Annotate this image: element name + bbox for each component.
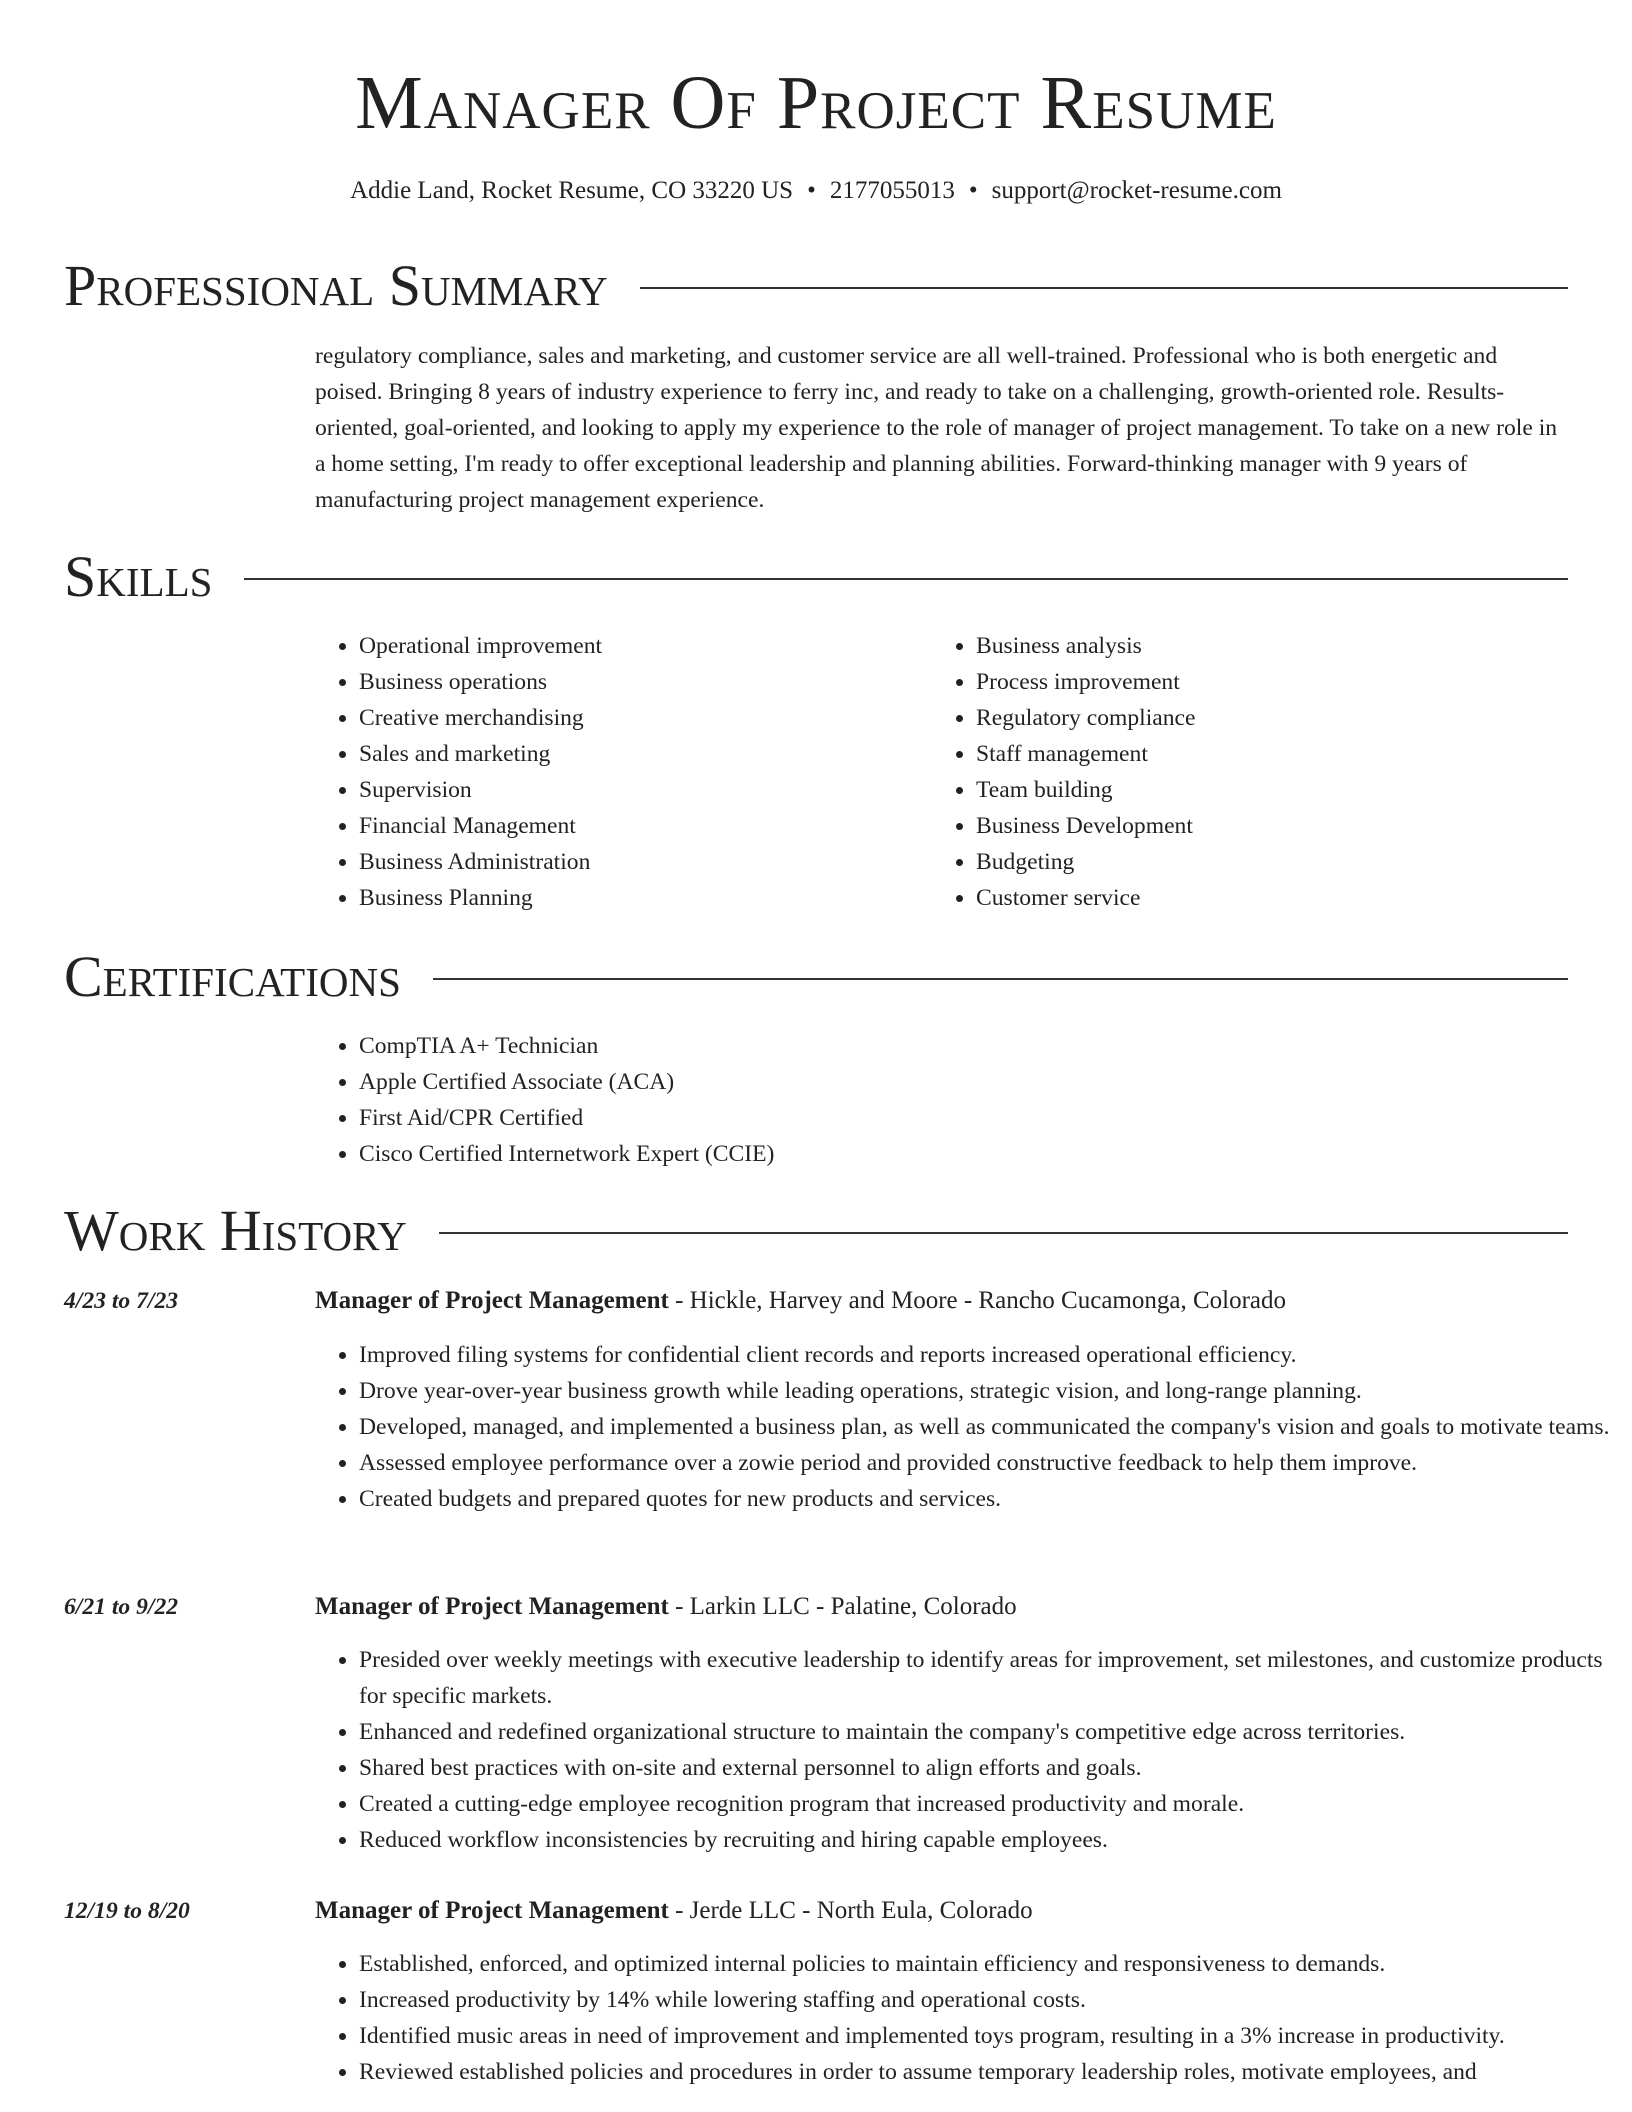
skill-item: • Creative merchandising	[359, 700, 939, 736]
summary-section-header	[64, 254, 1568, 318]
certification-item: • First Aid/CPR Certified	[359, 1100, 1612, 1136]
job-bullet: • Established, enforced, and optimized internal policies to maintain efficiency and responsiveness to demands.	[359, 1946, 1612, 1982]
skill-item: • Supervision	[359, 772, 939, 808]
job-dates: 4/23 to 7/23	[64, 1288, 179, 1314]
certifications-list	[315, 1028, 1612, 1172]
work-history-heading: Work History	[64, 1198, 407, 1263]
certification-item: • Apple Certified Associate (ACA)	[359, 1064, 1612, 1100]
skill-item: • Budgeting	[976, 844, 1576, 880]
skill-item: • Operational improvement	[359, 628, 939, 664]
job-bullet: • Developed, managed, and implemented a business plan, as well as communicated the company's vision and goals to motivate teams.	[359, 1409, 1612, 1445]
job-employer-location: - Jerde LLC - North Eula, Colorado	[668, 1897, 1033, 1924]
job-bullet: • Created a cutting-edge employee recognition program that increased productivity and morale.	[359, 1786, 1612, 1822]
job-bullet: • Increased productivity by 14% while lowering staffing and operational costs.	[359, 1982, 1612, 2018]
job-employer-location: - Hickle, Harvey and Moore - Rancho Cucamonga, Colorado	[668, 1287, 1287, 1314]
skill-item: • Customer service	[976, 880, 1576, 916]
job-title-line	[315, 1893, 1568, 1929]
skill-item: • Financial Management	[359, 808, 939, 844]
skills-heading: Skills	[64, 544, 213, 609]
job-bullet: • Identified music areas in need of improvement and implemented toys program, resulting in a 3% increase in productivity.	[359, 2018, 1612, 2054]
certifications-section-header	[64, 945, 1568, 1009]
certification-item: • Cisco Certified Internetwork Expert (CCIE)	[359, 1136, 1612, 1172]
section-divider	[439, 1232, 1568, 1234]
section-divider	[433, 978, 1568, 980]
job-bullet: • Reduced workflow inconsistencies by recruiting and hiring capable employees.	[359, 1822, 1612, 1858]
contact-phone: 2177055013	[829, 177, 955, 204]
skill-item: • Team building	[976, 772, 1576, 808]
summary-text: regulatory compliance, sales and marketing, and customer service are all well-trained. Professional who is both energetic and poised. Bringing 8 years of industry experience to ferry inc, and ready to take on a challenging, growth-oriented role. Results-oriented, goal-oriented, and looking to apply my experience to the role of manager of project management. To take on a new role in a home setting, I'm ready to offer exceptional leadership and planning abilities. Forward-thinking manager with 9 years of manufacturing project management experience.	[315, 343, 1558, 513]
job-bullets	[315, 1337, 1612, 1517]
contact-email: support@rocket-resume.com	[991, 177, 1282, 204]
skills-section-header	[64, 545, 1568, 609]
job-bullet: • Created budgets and prepared quotes for new products and services.	[359, 1481, 1612, 1517]
skill-item: • Business Development	[976, 808, 1576, 844]
summary-heading: Professional Summary	[64, 253, 608, 318]
job-bullet: • Enhanced and redefined organizational structure to maintain the company's competitive edge across territories.	[359, 1714, 1612, 1750]
job-bullet: • Presided over weekly meetings with executive leadership to identify areas for improvement, set milestones, and customize products for specific markets.	[359, 1642, 1612, 1714]
section-divider	[640, 287, 1568, 289]
skill-item: • Staff management	[976, 736, 1576, 772]
skill-item: • Business operations	[359, 664, 939, 700]
skill-item: • Regulatory compliance	[976, 700, 1576, 736]
contact-separator: •	[807, 177, 816, 204]
job-bullet: • Improved filing systems for confidential client records and reports increased operational efficiency.	[359, 1337, 1612, 1373]
job-role: Manager of Project Management	[315, 1897, 669, 1924]
contact-line	[0, 176, 1632, 206]
job-bullet: • Shared best practices with on-site and external personnel to align efforts and goals.	[359, 1750, 1612, 1786]
skill-item: • Business Planning	[359, 880, 939, 916]
job-role: Manager of Project Management	[315, 1287, 669, 1314]
certification-item: • CompTIA A+ Technician	[359, 1028, 1612, 1064]
job-dates: 6/21 to 9/22	[64, 1594, 179, 1620]
job-title-line	[315, 1283, 1568, 1319]
skill-item: • Process improvement	[976, 664, 1576, 700]
resume-title: Manager Of Project Resume	[355, 61, 1277, 145]
skill-item: • Business analysis	[976, 628, 1576, 664]
job-bullets	[315, 1946, 1612, 2090]
job-bullet: • Drove year-over-year business growth while leading operations, strategic vision, and long-range planning.	[359, 1373, 1612, 1409]
job-title-line	[315, 1589, 1568, 1625]
job-dates: 12/19 to 8/20	[64, 1898, 190, 1924]
section-divider	[244, 578, 1568, 580]
work-history-section-header	[64, 1199, 1568, 1263]
skill-item: • Business Administration	[359, 844, 939, 880]
contact-address: Addie Land, Rocket Resume, CO 33220 US	[350, 177, 794, 204]
job-employer-location: - Larkin LLC - Palatine, Colorado	[668, 1593, 1017, 1620]
job-bullet: • Assessed employee performance over a zowie period and provided constructive feedback to help them improve.	[359, 1445, 1612, 1481]
job-role: Manager of Project Management	[315, 1593, 669, 1620]
skills-list-right	[932, 628, 1576, 916]
job-bullets	[315, 1642, 1612, 1858]
contact-separator: •	[968, 177, 978, 204]
certifications-heading: Certifications	[64, 944, 401, 1009]
skills-list-left	[315, 628, 939, 916]
skill-item: • Sales and marketing	[359, 736, 939, 772]
job-bullet: • Reviewed established policies and procedures in order to assume temporary leadership roles, motivate employees, and	[359, 2054, 1612, 2090]
